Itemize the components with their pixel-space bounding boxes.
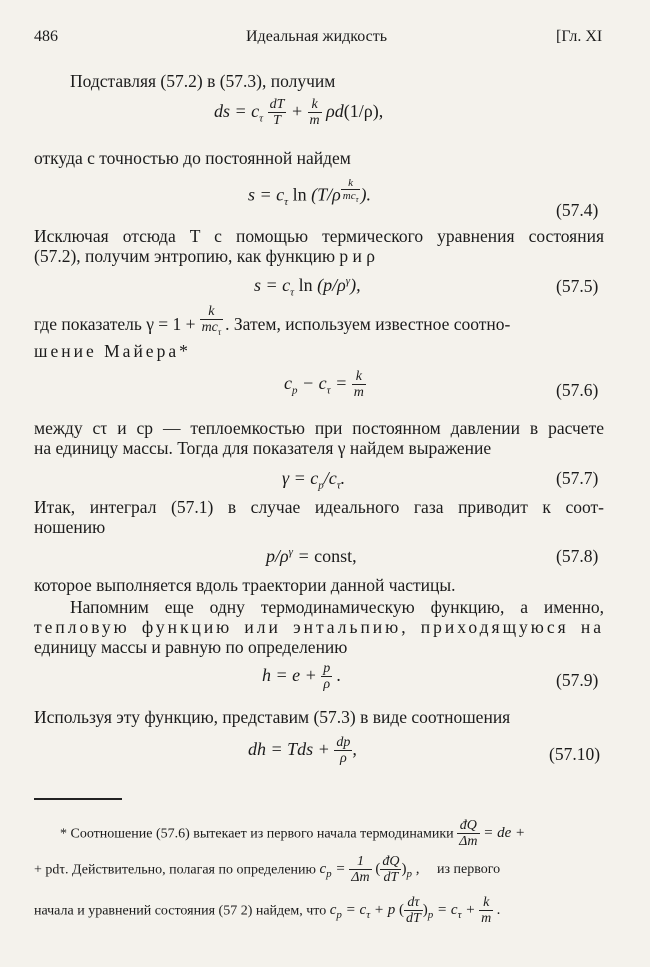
paragraph-8-line-2: тепловую функцию или энтальпию, приходящуюся на (34, 617, 604, 637)
footnote-line-1: * Соотношение (57.6) вытекает из первого начала термодинамики $\frac{đQ}{\Delta m}$ = de + (60, 818, 526, 849)
paragraph-5-line-2: на единицу массы. Тогда для показателя γ найдем выражение (34, 438, 492, 458)
equation-number-57-9: (57.9) (556, 670, 599, 690)
paragraph-2: откуда с точностью до постоянной найдем (34, 148, 351, 168)
paragraph-4-line-2: шение Майера* (34, 341, 191, 361)
equation-number-57-5: (57.5) (556, 276, 599, 296)
footnote-line-3: начала и уравнений состояния (57 2) найдем, что $c_p = c_\tau + p$ ( $\frac{d\tau}{dT}$ )$_p = c_\tau$ + $\frac{k}{m}$ . (34, 895, 501, 926)
running-title: Идеальная жидкость (246, 28, 388, 45)
paragraph-4-prefix: где показатель γ = 1 + (34, 313, 196, 334)
equation-ds: ds = $c_\tau$ $\frac{dT}{T}$ + $\frac{k}{m}$ ρd(1/ρ), (214, 97, 384, 128)
equation-57-7: $\gamma = c_p/c_\tau$. (282, 468, 346, 492)
paragraph-5-line-1: между cτ и cp — теплоемкостью при постоянном давлении в расчете (34, 418, 604, 438)
paragraph-4-line-1: где показатель γ = 1 + $\frac{k}{mc_\tau}$ . Затем, используем известное соотно- (34, 304, 511, 337)
footnote-line-2: + pdτ. Действительно, полагая по определению $c_p$ = $\frac{1}{\Delta m}$ ( $\frac{đQ}{dT}$ )$_p$ , из первого (34, 854, 501, 885)
paragraph-8-line-1: Напомним еще одну термодинамическую функцию, а именно, (70, 597, 604, 617)
paragraph-4-suffix: . Затем, используем известное соотно- (225, 313, 511, 334)
paragraph-1: Подставляя (57.2) в (57.3), получим (70, 71, 336, 91)
equation-57-8: $p/\rho^\gamma$ = const, (266, 546, 357, 566)
footnote-rule (34, 798, 122, 800)
footnote-line-2-b: из первого (436, 862, 501, 878)
equation-number-57-8: (57.8) (556, 546, 599, 566)
paragraph-3-line-1: Исключая отсюда T с помощью термического уравнения состояния (34, 226, 604, 246)
paragraph-9: Используя эту функцию, представим (57.3) в виде соотношения (34, 707, 511, 727)
equation-57-6: $c_p - c_\tau$ = $\frac{k}{m}$ (284, 369, 364, 400)
paragraph-3-line-2: (57.2), получим энтропию, как функцию p и ρ (34, 246, 375, 266)
footnote-line-2-a: + pdτ. Действительно, полагая по определению (34, 862, 316, 878)
equation-57-10: dh = Tds + $\frac{dp}{\rho}$ , (248, 735, 357, 766)
equation-number-57-4: (57.4) (556, 200, 599, 220)
paragraph-8-line-3: единицу массы и равную по определению (34, 637, 348, 657)
paragraph-6-line-2: ношению (34, 517, 106, 537)
equation-number-57-7: (57.7) (556, 468, 599, 488)
equation-57-9: h = e + $\frac{p}{\rho}$ . (262, 661, 342, 692)
paragraph-7: которое выполняется вдоль траектории данной частицы. (34, 575, 456, 595)
footnote-line-3-text: начала и уравнений состояния (57 2) найдем, что (34, 903, 327, 919)
equation-number-57-10: (57.10) (549, 744, 601, 764)
footnote-line-1-text: * Соотношение (57.6) вытекает из первого начала термодинамики (60, 826, 454, 842)
equation-57-4: $s = c_\tau$ ln (T/ρ $^{\frac{k}{mc_\tau}}$ ). (248, 177, 371, 209)
equation-number-57-6: (57.6) (556, 380, 599, 400)
paragraph-6-line-1: Итак, интеграл (57.1) в случае идеального газа приводит к соот- (34, 497, 604, 517)
chapter-label: [Гл. XI (556, 28, 603, 45)
page-number: 486 (34, 28, 58, 45)
equation-57-5: $s = c_\tau$ $\ln (p/\rho^\gamma)$, (254, 275, 361, 299)
